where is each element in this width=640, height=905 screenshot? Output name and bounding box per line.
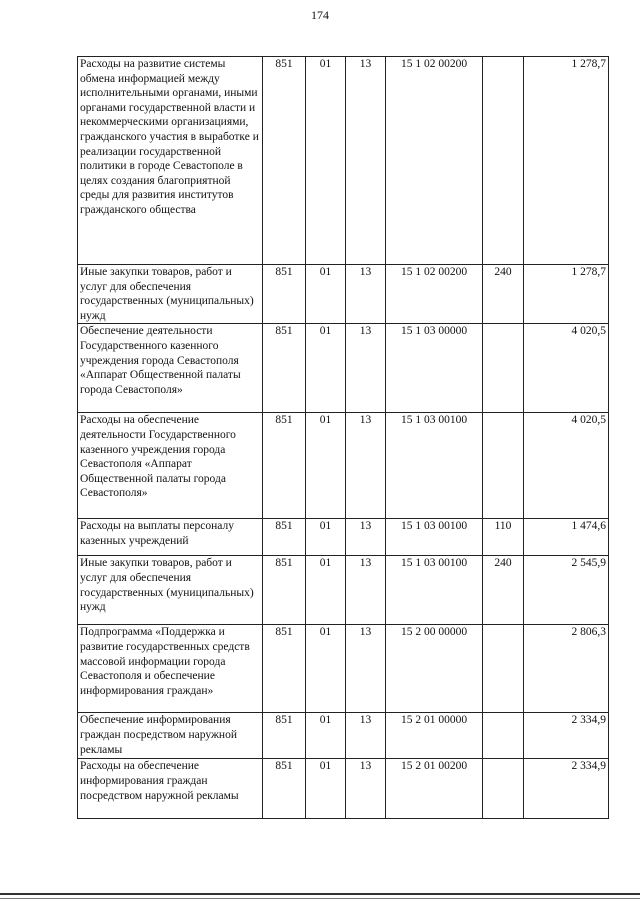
table-row	[78, 324, 609, 413]
row-amount: 2 334,9	[524, 713, 609, 759]
row-expense-type	[483, 57, 524, 265]
row-subsection: 13	[346, 324, 386, 413]
row-code: 851	[263, 625, 306, 713]
row-target: 15 2 00 00000	[386, 625, 483, 713]
row-name: Расходы на выплаты персоналу казенных учреждений	[78, 519, 263, 556]
row-section: 01	[306, 759, 346, 819]
row-code: 851	[263, 265, 306, 324]
row-expense-type	[483, 713, 524, 759]
row-section: 01	[306, 265, 346, 324]
table-row	[78, 519, 609, 556]
row-code: 851	[263, 759, 306, 819]
table-row	[78, 556, 609, 625]
row-name: Иные закупки товаров, работ и услуг для обеспечения государственных (муниципальных) нужд	[78, 265, 263, 324]
row-section: 01	[306, 324, 346, 413]
row-name: Иные закупки товаров, работ и услуг для обеспечения государственных (муниципальных) нужд	[78, 556, 263, 625]
row-section: 01	[306, 413, 346, 519]
row-amount: 2 806,3	[524, 625, 609, 713]
row-name: Расходы на развитие системы обмена информацией между исполнительными органами, иными органами государственной власти и некоммерческими организациями, гражданского участия в выработке и реализации государственной политики в городе Севастополе в целях создания благоприятной среды для развития институтов гражданского общества	[78, 57, 263, 265]
table-row	[78, 713, 609, 759]
row-expense-type	[483, 413, 524, 519]
row-amount: 4 020,5	[524, 324, 609, 413]
row-expense-type	[483, 324, 524, 413]
row-code: 851	[263, 519, 306, 556]
row-target: 15 1 03 00100	[386, 413, 483, 519]
row-expense-type: 110	[483, 519, 524, 556]
row-name: Расходы на обеспечение деятельности Государственного казенного учреждения города Севастополя «Аппарат Общественной палаты города Севастополя»	[78, 413, 263, 519]
row-amount: 2 545,9	[524, 556, 609, 625]
row-amount: 4 020,5	[524, 413, 609, 519]
row-name: Подпрограмма «Поддержка и развитие государственных средств массовой информации города Севастополя и обеспечение информирования граждан»	[78, 625, 263, 713]
row-amount: 1 474,6	[524, 519, 609, 556]
row-subsection: 13	[346, 413, 386, 519]
row-code: 851	[263, 413, 306, 519]
row-subsection: 13	[346, 57, 386, 265]
row-code: 851	[263, 713, 306, 759]
row-name: Обеспечение информирования граждан посредством наружной рекламы	[78, 713, 263, 759]
row-target: 15 1 03 00100	[386, 556, 483, 625]
scan-edge-line	[0, 893, 640, 895]
row-section: 01	[306, 556, 346, 625]
row-amount: 2 334,9	[524, 759, 609, 819]
table-row	[78, 759, 609, 819]
row-target: 15 1 02 00200	[386, 265, 483, 324]
row-amount: 1 278,7	[524, 265, 609, 324]
row-target: 15 2 01 00000	[386, 713, 483, 759]
row-subsection: 13	[346, 713, 386, 759]
row-target: 15 1 03 00000	[386, 324, 483, 413]
row-expense-type	[483, 625, 524, 713]
table-row	[78, 413, 609, 519]
row-section: 01	[306, 713, 346, 759]
row-code: 851	[263, 57, 306, 265]
row-target: 15 1 03 00100	[386, 519, 483, 556]
row-subsection: 13	[346, 265, 386, 324]
page-number: 174	[311, 8, 329, 22]
row-target: 15 1 02 00200	[386, 57, 483, 265]
row-name: Обеспечение деятельности Государственного казенного учреждения города Севастополя «Аппарат Общественной палаты города Севастополя»	[78, 324, 263, 413]
scan-edge-line	[0, 898, 640, 899]
row-expense-type	[483, 759, 524, 819]
row-section: 01	[306, 57, 346, 265]
row-target: 15 2 01 00200	[386, 759, 483, 819]
table-row	[78, 57, 609, 265]
row-name: Расходы на обеспечение информирования граждан посредством наружной рекламы	[78, 759, 263, 819]
table-row	[78, 265, 609, 324]
row-subsection: 13	[346, 519, 386, 556]
row-subsection: 13	[346, 556, 386, 625]
row-code: 851	[263, 324, 306, 413]
row-amount: 1 278,7	[524, 57, 609, 265]
row-subsection: 13	[346, 625, 386, 713]
row-section: 01	[306, 625, 346, 713]
budget-table	[77, 56, 609, 819]
row-subsection: 13	[346, 759, 386, 819]
row-code: 851	[263, 556, 306, 625]
row-expense-type: 240	[483, 265, 524, 324]
table-row	[78, 625, 609, 713]
row-expense-type: 240	[483, 556, 524, 625]
row-section: 01	[306, 519, 346, 556]
